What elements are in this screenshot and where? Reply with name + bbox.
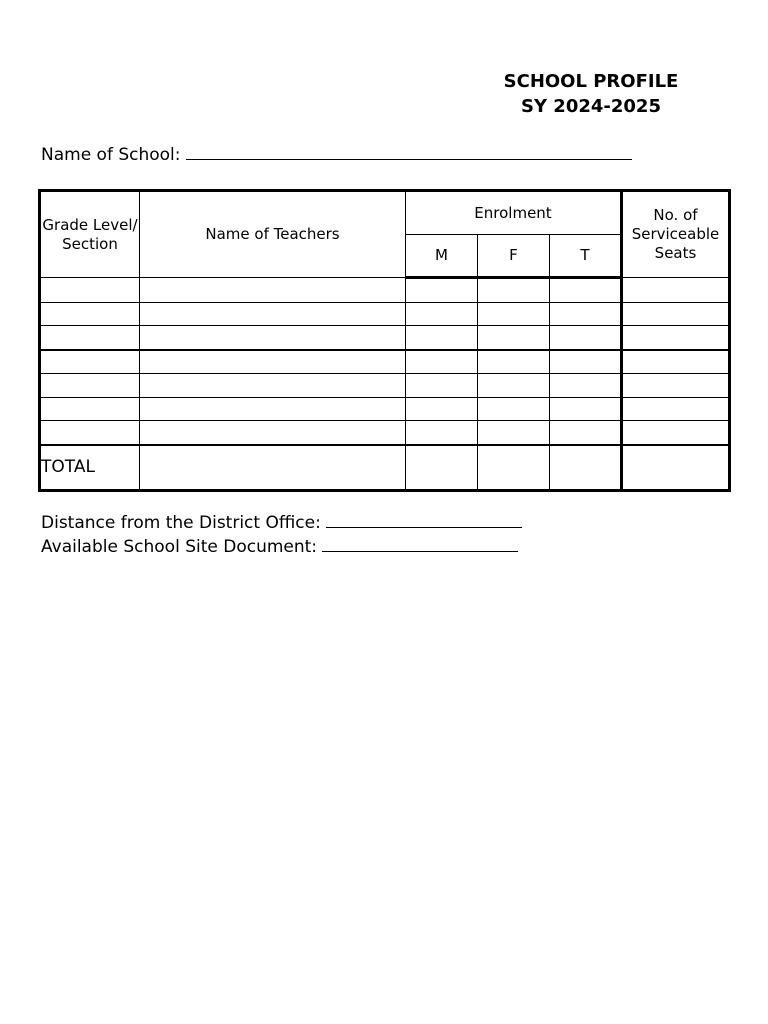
- table-row: [40, 350, 730, 374]
- female-cell[interactable]: [478, 397, 550, 421]
- site-document-label: Available School Site Document:: [41, 537, 318, 557]
- header-female: F: [478, 235, 550, 278]
- page-title-block: [483, 69, 699, 119]
- seats-cell[interactable]: [622, 421, 730, 445]
- total-cell[interactable]: [550, 302, 622, 326]
- teacher-cell[interactable]: [140, 326, 406, 350]
- total-cell[interactable]: [550, 421, 622, 445]
- total-cell[interactable]: [550, 374, 622, 398]
- male-cell[interactable]: [406, 350, 478, 374]
- male-cell[interactable]: [406, 326, 478, 350]
- site-document-row: [41, 535, 518, 558]
- table-row: [40, 278, 730, 303]
- grade-cell[interactable]: [40, 326, 140, 350]
- header-serviceable-seats: No. of Serviceable Seats: [622, 191, 730, 278]
- header-grade-level: Grade Level/ Section: [40, 191, 140, 278]
- male-cell[interactable]: [406, 421, 478, 445]
- distance-row: [41, 511, 522, 534]
- teacher-cell[interactable]: [140, 374, 406, 398]
- teacher-cell[interactable]: [140, 397, 406, 421]
- teacher-cell[interactable]: [140, 350, 406, 374]
- total-male-cell[interactable]: [406, 445, 478, 491]
- grade-cell[interactable]: [40, 421, 140, 445]
- total-total-cell[interactable]: [550, 445, 622, 491]
- grade-cell[interactable]: [40, 278, 140, 303]
- grade-cell[interactable]: [40, 302, 140, 326]
- enrolment-table: [38, 189, 731, 492]
- total-cell[interactable]: [550, 278, 622, 303]
- total-label: TOTAL: [40, 445, 140, 491]
- total-cell[interactable]: [550, 326, 622, 350]
- table-row: [40, 374, 730, 398]
- female-cell[interactable]: [478, 302, 550, 326]
- table-row: [40, 397, 730, 421]
- distance-field[interactable]: [326, 511, 522, 528]
- page-title: SCHOOL PROFILE: [503, 71, 679, 92]
- male-cell[interactable]: [406, 374, 478, 398]
- total-cell[interactable]: [550, 350, 622, 374]
- male-cell[interactable]: [406, 397, 478, 421]
- seats-cell[interactable]: [622, 326, 730, 350]
- header-teachers: Name of Teachers: [140, 191, 406, 278]
- teacher-cell[interactable]: [140, 278, 406, 303]
- female-cell[interactable]: [478, 421, 550, 445]
- total-female-cell[interactable]: [478, 445, 550, 491]
- teacher-cell[interactable]: [140, 302, 406, 326]
- total-cell[interactable]: [550, 397, 622, 421]
- table-row: [40, 421, 730, 445]
- female-cell[interactable]: [478, 326, 550, 350]
- seats-cell[interactable]: [622, 374, 730, 398]
- distance-label: Distance from the District Office:: [41, 513, 321, 533]
- table-row: [40, 302, 730, 326]
- header-enrolment: Enrolment: [406, 191, 622, 235]
- seats-cell[interactable]: [622, 278, 730, 303]
- school-year: SY 2024-2025: [521, 96, 661, 117]
- seats-cell[interactable]: [622, 350, 730, 374]
- female-cell[interactable]: [478, 278, 550, 303]
- seats-cell[interactable]: [622, 302, 730, 326]
- teacher-cell[interactable]: [140, 421, 406, 445]
- total-seats-cell[interactable]: [622, 445, 730, 491]
- total-teacher-cell[interactable]: [140, 445, 406, 491]
- male-cell[interactable]: [406, 278, 478, 303]
- school-name-field[interactable]: [186, 143, 632, 160]
- header-total: T: [550, 235, 622, 278]
- grade-cell[interactable]: [40, 397, 140, 421]
- table-row: [40, 326, 730, 350]
- female-cell[interactable]: [478, 350, 550, 374]
- grade-cell[interactable]: [40, 350, 140, 374]
- grade-cell[interactable]: [40, 374, 140, 398]
- seats-cell[interactable]: [622, 397, 730, 421]
- header-male: M: [406, 235, 478, 278]
- site-document-field[interactable]: [322, 535, 518, 552]
- total-row: [40, 445, 730, 491]
- female-cell[interactable]: [478, 374, 550, 398]
- school-name-row: [41, 143, 632, 166]
- male-cell[interactable]: [406, 302, 478, 326]
- school-name-label: Name of School:: [41, 145, 181, 165]
